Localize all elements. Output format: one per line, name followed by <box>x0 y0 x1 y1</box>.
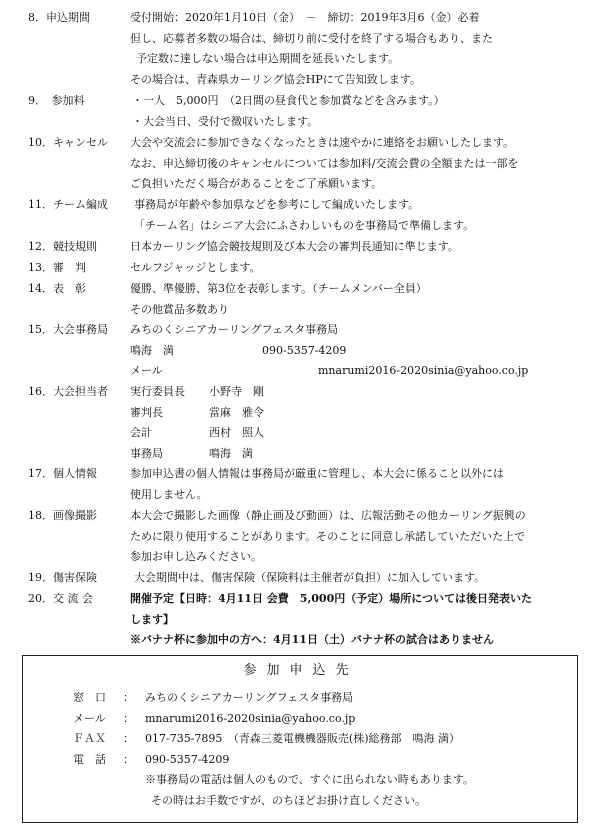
section-title: 8．申込期間 <box>28 11 90 24</box>
section-line: ※バナナ杯に参加中の方へ：4月11日（土）バナナ杯の試合はありません <box>130 633 494 646</box>
section-title: 14．表 彰 <box>28 282 86 295</box>
section-line: ために限り使用することがあります。そのことに同意し承諾していただいた上で <box>130 530 526 543</box>
section-line: 開催予定【日時：4月11日 会費 5,000円（予定）場所については後日発表いた <box>130 592 533 605</box>
section-line: その場合は、青森県カーリング協会HPにて告知致します。 <box>130 73 421 86</box>
section-line: 大会や交流会に参加できなくなったときは速やかに連絡をお願いしたします。 <box>130 136 515 149</box>
section-line: 予定数に達しない場合は申込期間を延長いたします。 <box>136 52 400 65</box>
section-line-detail: 小野寺 剛 <box>209 385 264 398</box>
section-line: 実行委員長 <box>130 385 185 398</box>
contact-colon: ： <box>123 712 134 725</box>
section-line: 鳴海 満 <box>130 344 174 357</box>
contact-label: メール <box>73 712 106 725</box>
section-line: メール <box>130 364 163 377</box>
contact-label: ＦＡＸ <box>73 732 106 745</box>
contact-value: mnarumi2016-2020sinia@yahoo.co.jp <box>145 712 356 725</box>
section-line-detail: mnarumi2016-2020sinia@yahoo.co.jp <box>318 364 529 377</box>
contact-mail <box>1 709 600 729</box>
section-line: 受付開始：2020年1月10日（金） － 締切：2019年3月6（金）必着 <box>130 11 480 24</box>
contact-note: ※事務局の電話は個人のもので、すぐに出られない時もあります。 <box>145 773 474 786</box>
section-title: 20．交 流 会 <box>28 592 93 605</box>
contact-label: 窓 口 <box>73 691 106 704</box>
section-line: 会計 <box>130 426 152 439</box>
section-line: します】 <box>130 613 174 626</box>
contact-value: 017-735-7895 （青森三菱電機機器販売(株)総務部 鳴海 満） <box>145 732 460 745</box>
section-line: その他賞品多数あり <box>130 303 229 316</box>
contact-colon: ： <box>123 753 134 766</box>
section-title: 11．チーム編成 <box>28 198 108 211</box>
section-line: ・一人 5,000円 （2日間の昼食代と参加賞などを含みます。） <box>132 94 445 107</box>
section-line-detail: 鳴海 満 <box>209 447 253 460</box>
section-title: 15．大会事務局 <box>28 323 108 336</box>
contact-label: 電 話 <box>73 753 106 766</box>
section-line: 参加申込書の個人情報は事務局が厳重に管理し、本大会に係ること以外には <box>130 467 504 480</box>
section-line: 大会期間中は、傷害保険（保険料は主催者が負担）に加入しています。 <box>134 571 486 584</box>
section-title: 18．画像撮影 <box>28 509 97 522</box>
section-line: 優勝、準優勝、第3位を表彰します。（チームメンバー全員） <box>130 282 427 295</box>
contact-colon: ： <box>123 691 134 704</box>
section-title: 10．キャンセル <box>28 136 108 149</box>
contact-fax <box>1 729 600 749</box>
contact-value: みちのくシニアカーリングフェスタ事務局 <box>145 691 354 704</box>
section-line: なお、申込締切後のキャンセルについては参加料/交流会費の全額または一部を <box>130 157 519 170</box>
section-line: みちのくシニアカーリングフェスタ事務局 <box>130 323 339 336</box>
section-title: 16．大会担当者 <box>28 385 108 398</box>
contact-box-title: 参加申込先 <box>243 663 359 678</box>
contact-window <box>1 688 600 708</box>
section-title: 19．傷害保険 <box>28 571 97 584</box>
section-line: 但し、応募者多数の場合は、締切り前に受付を終了する場合もあり、また <box>130 32 493 45</box>
section-line: ・大会当日、受付で徴収いたします。 <box>132 115 319 128</box>
section-line-detail: 當麻 雅令 <box>209 406 264 419</box>
contact-value: 090-5357-4209 <box>145 753 230 766</box>
section-line: 事務局 <box>130 447 163 460</box>
section-line: ご負担いただく場合があることをご了承願います。 <box>130 177 383 190</box>
section-title: 17．個人情報 <box>28 467 97 480</box>
contact-box <box>22 655 578 823</box>
section-line: 審判長 <box>130 406 163 419</box>
section-line: 「チーム名」はシニア大会にふさわしいものを事務局で準備します。 <box>134 219 475 232</box>
section-line-detail: 西村 照人 <box>209 426 264 439</box>
section-line: 事務局が年齢や参加県などを参考にして編成いたします。 <box>134 198 420 211</box>
contact-note: その時はお手数ですが、のちほどお掛け直しください。 <box>151 794 426 807</box>
section-line-detail: 090-5357-4209 <box>262 344 347 357</box>
section-line: 使用しません。 <box>130 488 208 501</box>
section-line: 参加お申し込みください。 <box>130 550 262 563</box>
section-line: セルフジャッジとします。 <box>130 261 261 274</box>
contact-phone <box>1 750 600 770</box>
section-title: 13．審 判 <box>28 261 86 274</box>
contact-colon: ： <box>123 732 134 745</box>
section-title: 12．競技規則 <box>28 240 97 253</box>
section-title: 9． 参加料 <box>28 94 85 107</box>
section-line: 本大会で撮影した画像（静止画及び動画）は、広報活動その他カーリング振興の <box>130 509 526 522</box>
section-line: 日本カーリング協会競技規則及び本大会の審判長通知に準じます。 <box>130 240 459 253</box>
